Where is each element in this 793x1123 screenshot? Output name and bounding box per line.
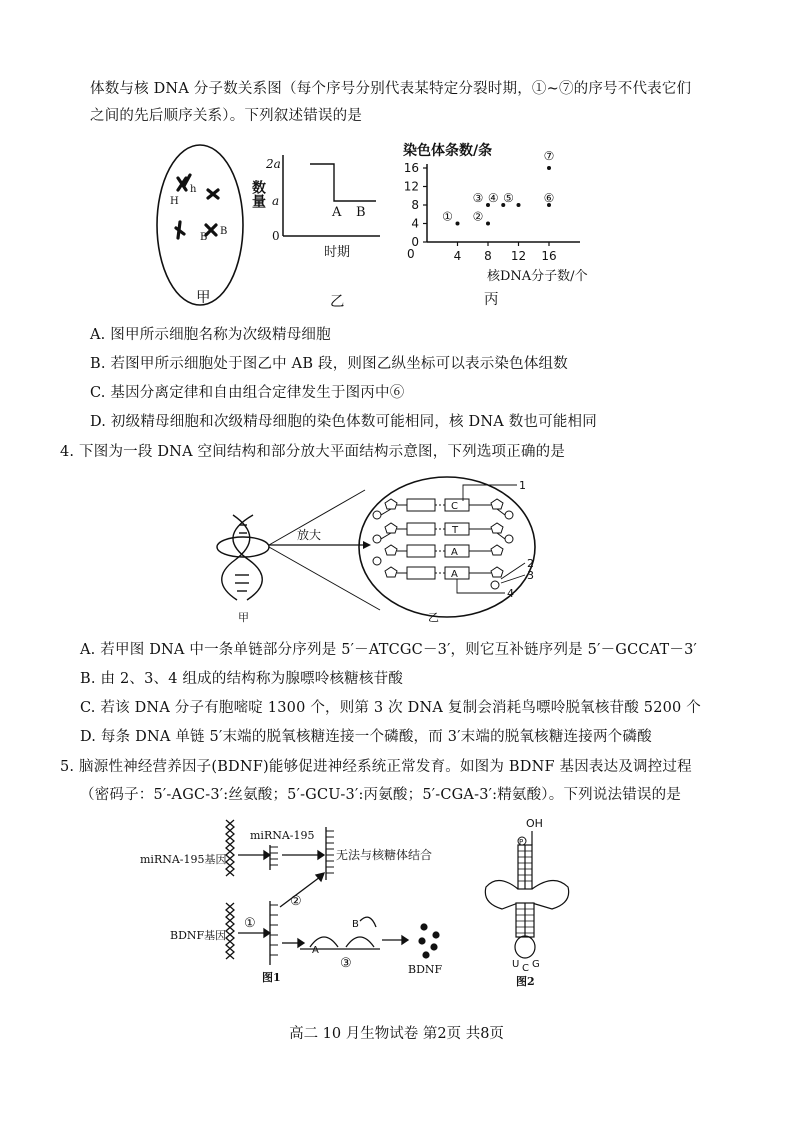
fig2-caption: 图2	[516, 975, 535, 988]
figure-bing-chart	[395, 138, 610, 298]
q4-callout-2: 2	[527, 557, 534, 570]
bing-point-label: ②	[472, 209, 484, 224]
fig2-anticodon-c: C	[522, 963, 529, 974]
bing-x-tick-label: 12	[510, 249, 527, 263]
bing-y-tick-label: 4	[411, 216, 419, 231]
fig1-step-3: ③	[340, 956, 352, 971]
yi-point-B: B	[356, 205, 366, 220]
jia-label-B2: B	[220, 226, 228, 237]
fig1-bdnf: BDNF	[408, 963, 443, 976]
figure-q4-dna	[205, 475, 545, 625]
q3-option-b: B. 若图甲所示细胞处于图乙中 AB 段，则图乙纵坐标可以表示染色体组数	[90, 356, 568, 372]
q4-option-b: B. 由 2、3、4 组成的结构称为腺嘌呤核糖核苷酸	[80, 671, 403, 687]
bing-data-point	[547, 166, 551, 170]
q4-base-3: A	[451, 547, 458, 558]
q4-caption-jia: 甲	[238, 611, 249, 624]
bing-point-label: ⑥	[543, 191, 555, 205]
bing-y-tick-label: 0	[411, 235, 419, 249]
yi-tick-0: 0	[272, 229, 280, 243]
bing-point-label: ⑦	[543, 149, 555, 163]
fig2-anticodon-u: U	[512, 959, 520, 970]
bing-y-axis-label: 染色体条数/条	[403, 143, 493, 159]
q4-callout-3: 3	[527, 569, 534, 582]
bing-x-tick-label: 4	[453, 249, 462, 263]
bing-point-label: ⑤	[503, 191, 514, 205]
fig1-step-2: ②	[290, 894, 302, 909]
q4-base-2: T	[452, 525, 459, 536]
q3-stem-line2: 之间的先后顺序关系）。下列叙述错误的是	[90, 108, 363, 124]
fig1-caption: 图1	[262, 971, 281, 984]
bing-y-tick-label: 16	[403, 161, 419, 175]
q3-option-a: A. 图甲所示细胞名称为次级精母细胞	[90, 327, 331, 343]
figure-jia-cell	[150, 140, 250, 310]
jia-label-H: H	[170, 196, 179, 207]
bing-point-label: ③	[472, 191, 484, 205]
dna-helix-icon	[217, 515, 269, 600]
bing-x-tick-label: 16	[541, 249, 557, 263]
bing-y-tick-label: 12	[403, 179, 419, 194]
q4-option-c: C. 若该 DNA 分子有胞嘧啶 1300 个，则第 3 次 DNA 复制会消耗鸟嘌呤脱氧核苷酸 5200 个	[80, 700, 701, 716]
yi-tick-2a: 2a	[266, 157, 281, 171]
q4-base-1: C	[451, 501, 458, 512]
q4-arrow-label: 放大	[297, 528, 322, 542]
bing-x-tick-label: 8	[484, 249, 492, 263]
bing-y-tick-label: 8	[411, 198, 419, 212]
fig1-step-1: ①	[244, 916, 256, 931]
q3-option-c: C. 基因分离定律和自由组合定律发生于图丙中⑥	[90, 385, 405, 401]
q4-option-d: D. 每条 DNA 单链 5′末端的脱氧核糖连接一个磷酸，而 3′末端的脱氧核糖连接两个磷酸	[80, 729, 652, 745]
fig2-oh: OH	[526, 817, 543, 830]
bing-point-label: ①	[442, 209, 453, 224]
q4-callout-1: 1	[519, 479, 526, 492]
q4-base-4: A	[451, 569, 458, 580]
q5-stem-line1: 5. 脑源性神经营养因子(BDNF)能够促进神经系统正常发育。如图为 BDNF 基因表达及调控过程	[60, 759, 692, 775]
q4-callout-4: 4	[507, 587, 514, 600]
q4-stem: 4. 下图为一段 DNA 空间结构和部分放大平面结构示意图，下列选项正确的是	[60, 444, 566, 460]
yi-point-A: A	[332, 205, 342, 220]
figure-yi-graph	[250, 150, 388, 260]
bing-x-axis-label: 核DNA分子数/个	[487, 269, 588, 284]
figure-bing-caption: 丙	[484, 292, 499, 308]
yi-y-axis-label: 数量	[250, 180, 266, 208]
fig1-site-A: A	[312, 945, 319, 956]
jia-label-h: h	[190, 184, 197, 195]
figure-jia-caption: 甲	[196, 290, 211, 306]
q5-stem-line2: （密码子：5′-AGC-3′:丝氨酸；5′-GCU-3′:丙氨酸；5′-CGA-3′:精氨酸）。下列说法错误的是	[80, 787, 682, 803]
fig1-bdnf-gene: BDNF基因	[170, 929, 227, 942]
yi-x-axis-label: 时期	[324, 245, 351, 260]
figure-q5-fig1	[140, 815, 470, 990]
trna-icon	[485, 831, 568, 958]
yi-tick-a: a	[272, 194, 280, 208]
fig1-mirna-gene: miRNA-195基因	[140, 853, 227, 866]
bing-data-point	[517, 203, 521, 207]
figure-q5-fig2	[478, 815, 578, 990]
fig2-anticodon-g: G	[532, 959, 540, 970]
fig1-no-bind: 无法与核糖体结合	[336, 848, 433, 862]
fig2-mark: P	[519, 838, 524, 846]
fig1-mirna: miRNA-195	[250, 829, 315, 842]
bing-point-label: ④	[487, 191, 499, 205]
bing-data-point	[486, 222, 490, 226]
page-footer: 高二 10 月生物试卷 第2页 共8页	[289, 1026, 504, 1042]
bing-data-point	[456, 222, 460, 226]
figure-yi-caption: 乙	[330, 294, 345, 310]
q4-caption-yi: 乙	[428, 611, 439, 624]
jia-label-B1: B	[200, 232, 208, 243]
q4-option-a: A. 若甲图 DNA 中一条单链部分序列是 5′－ATCGC－3′，则它互补链序列是 5′－GCCAT－3′	[80, 642, 698, 658]
q3-option-d: D. 初级精母细胞和次级精母细胞的染色体数可能相同，核 DNA 数也可能相同	[90, 414, 597, 430]
bing-x-origin: 0	[407, 247, 415, 261]
fig1-site-B: B	[352, 919, 359, 930]
q3-stem-line1: 体数与核 DNA 分子数关系图（每个序号分别代表某特定分裂时期，①~⑦的序号不代表它们	[90, 81, 692, 97]
